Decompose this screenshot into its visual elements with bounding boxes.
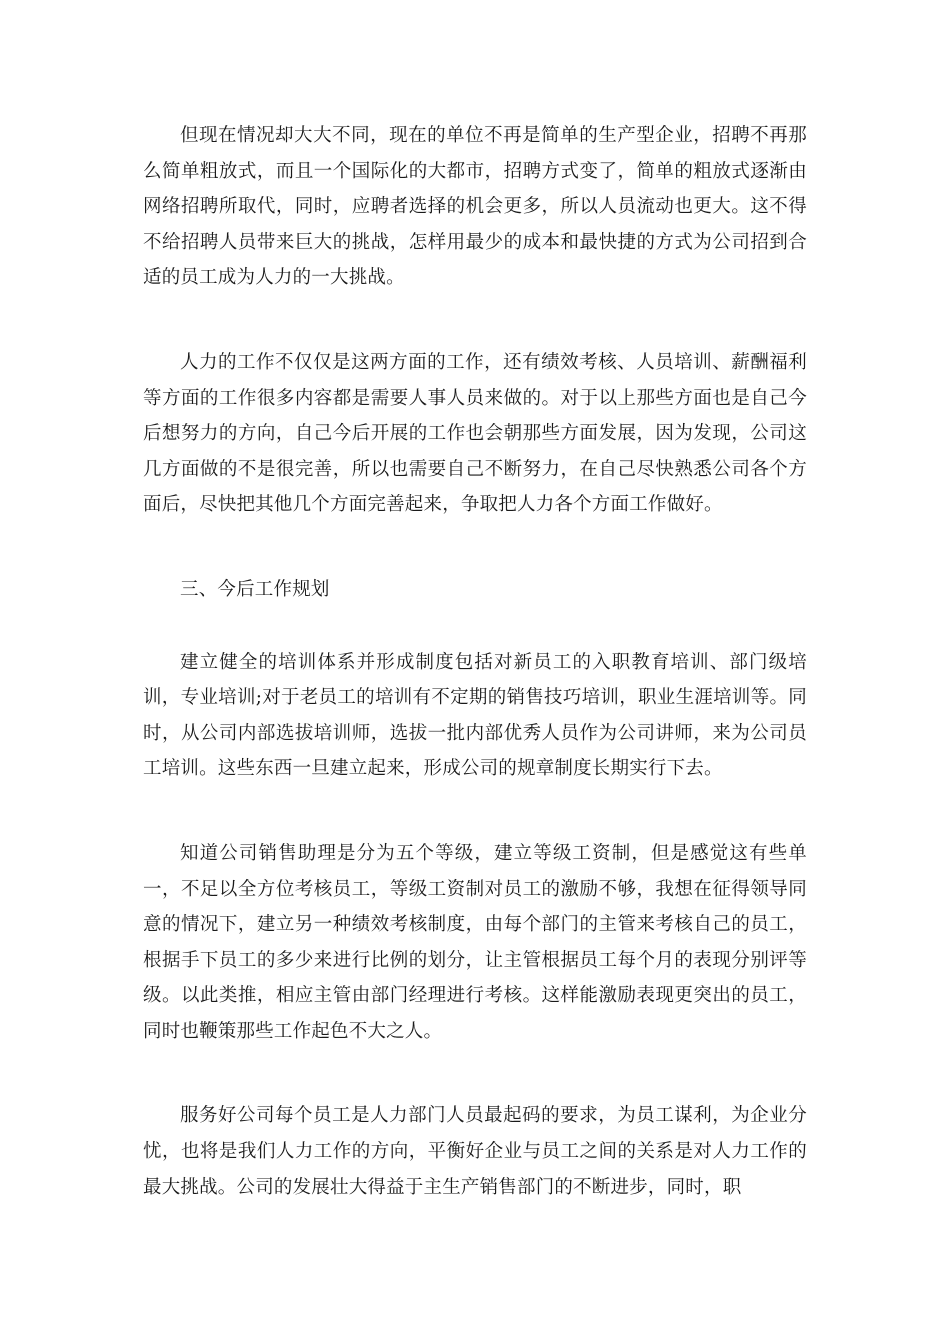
paragraph-performance-appraisal: 知道公司销售助理是分为五个等级，建立等级工资制，但是感觉这有些单一，不足以全方位考核员工，等级工资制对员工的激励不够，我想在征得领导同意的情况下，建立另一种绩效考核制度，由每个部门的主管来考核自己的员工，根据手下员工的多少来进行比例的划分，让主管根据员工每个月的表现分别评等级。以此类推，相应主管由部门经理进行考核。这样能激励表现更突出的员工，同时也鞭策那些工作起色不大之人。: [143, 842, 807, 1042]
section-heading-future-plan: 三、今后工作规划: [180, 578, 330, 600]
document-body: [143, 118, 807, 1254]
paragraph-hr-work-scope: 人力的工作不仅仅是这两方面的工作，还有绩效考核、人员培训、薪酬福利等方面的工作很多内容都是需要人事人员来做的。对于以上那些方面也是自己今后想努力的方向，自己今后开展的工作也会朝那些方面发展，因为发现，公司这几方面做的不是很完善，所以也需要自己不断努力，在自己尽快熟悉公司各个方面后，尽快把其他几个方面完善起来，争取把人力各个方面工作做好。: [143, 351, 807, 516]
paragraph-employee-service: 服务好公司每个员工是人力部门人员最起码的要求，为员工谋利，为企业分忧，也将是我们人力工作的方向，平衡好企业与员工之间的关系是对人力工作的最大挑战。公司的发展壮大得益于主生产销售部门的不断进步，同时，职: [143, 1105, 807, 1198]
paragraph-recruitment-challenge: 但现在情况却大大不同，现在的单位不再是简单的生产型企业，招聘不再那么简单粗放式，而且一个国际化的大都市，招聘方式变了，简单的粗放式逐渐由网络招聘所取代，同时，应聘者选择的机会更多，所以人员流动也更大。这不得不给招聘人员带来巨大的挑战，怎样用最少的成本和最快捷的方式为公司招到合适的员工成为人力的一大挑战。: [143, 125, 807, 289]
paragraph-training-system: 建立健全的培训体系并形成制度包括对新员工的入职教育培训、部门级培训，专业培训;对于老员工的培训有不定期的销售技巧培训，职业生涯培训等。同时，从公司内部选拔培训师，选拔一批内部优秀人员作为公司讲师，来为公司员工培训。这些东西一旦建立起来，形成公司的规章制度长期实行下去。: [143, 651, 807, 780]
